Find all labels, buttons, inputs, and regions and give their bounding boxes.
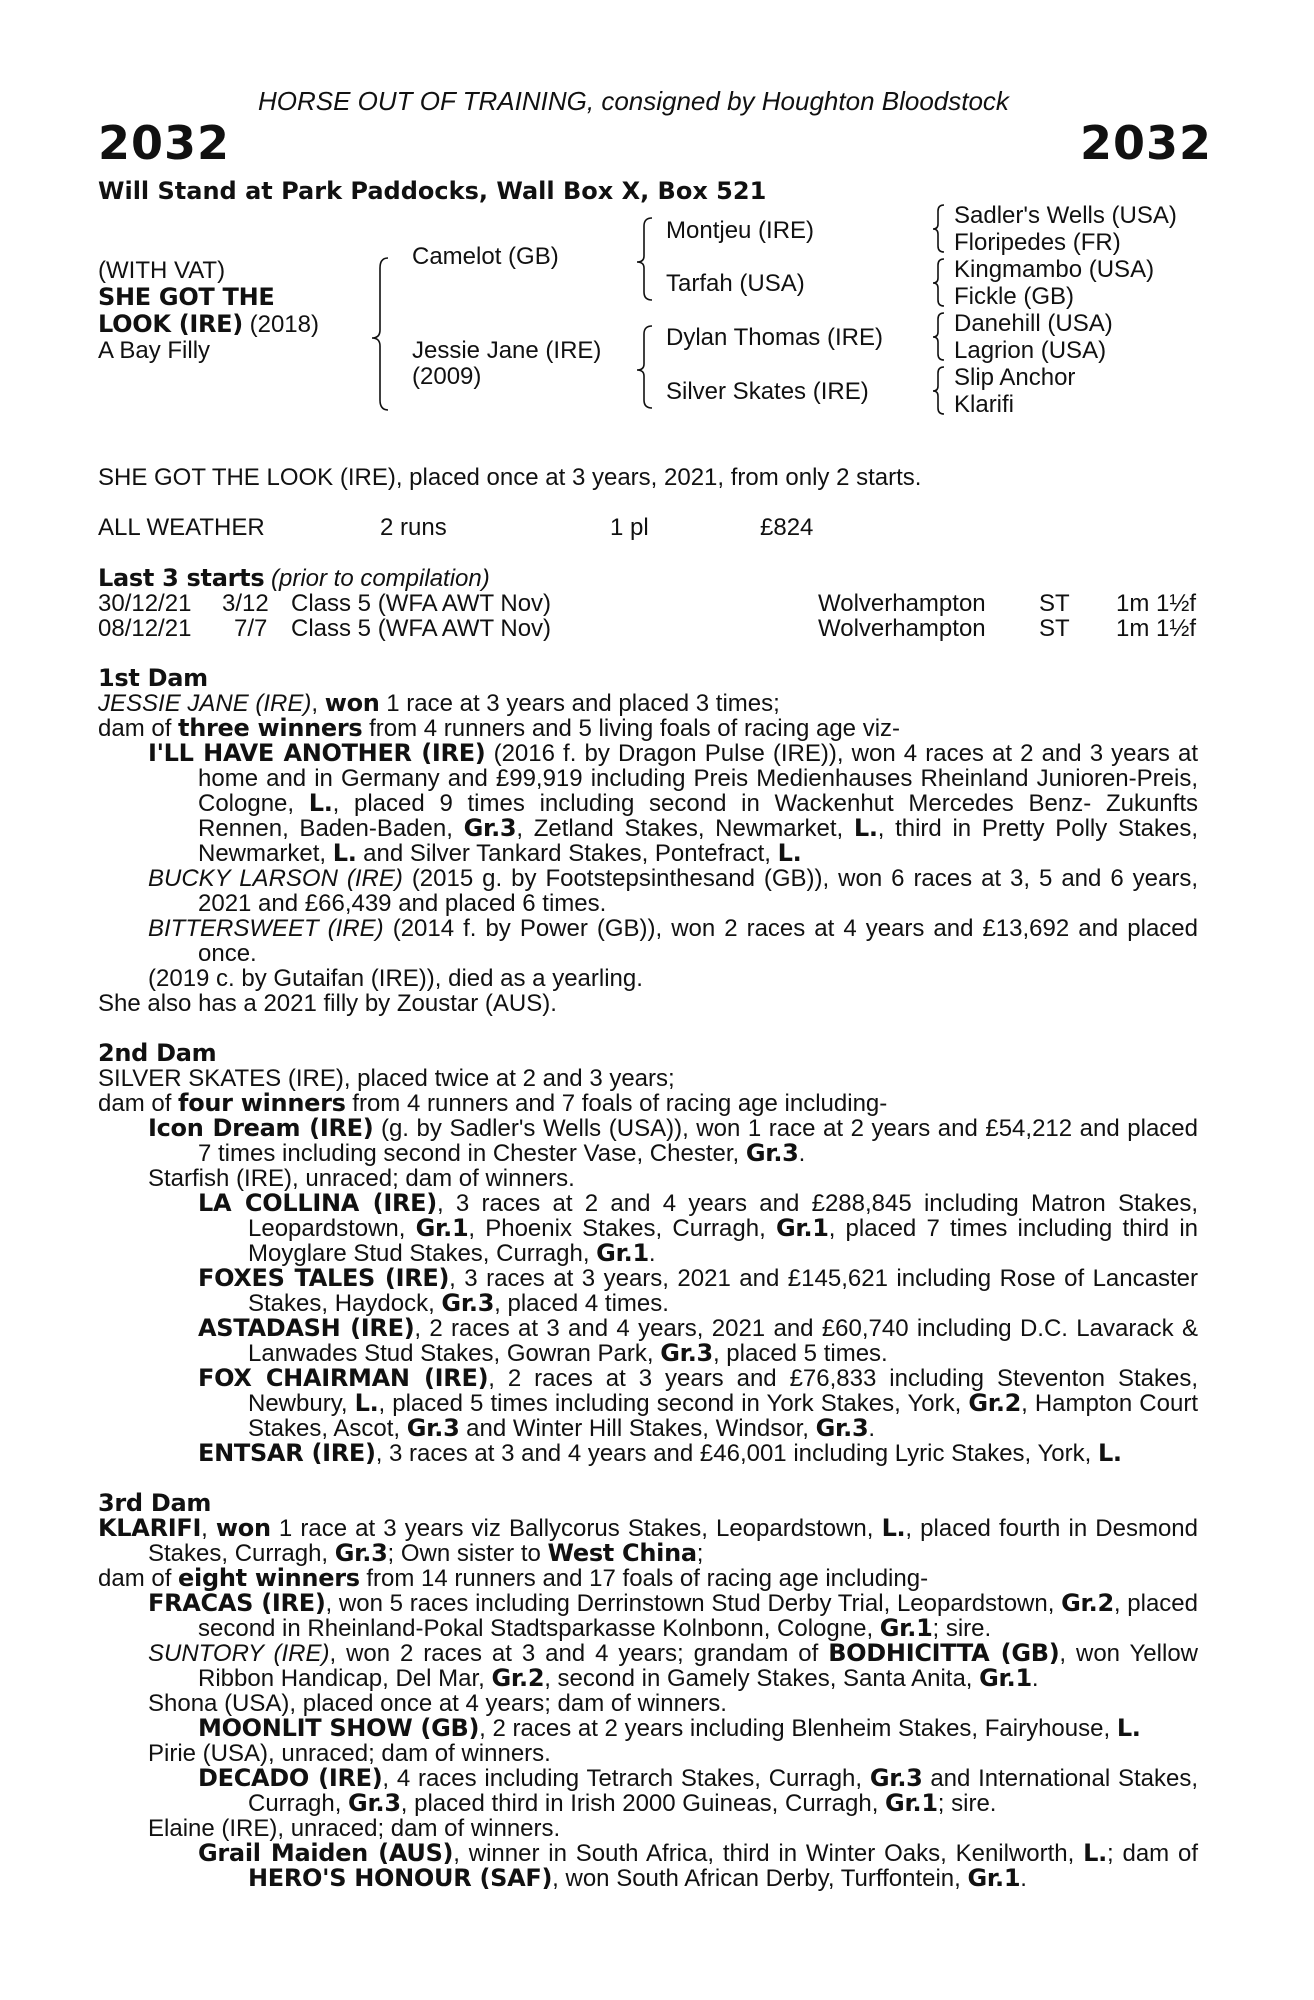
text-run: , placed 5 times including second in York Stakes, York,: [378, 1390, 969, 1417]
progeny-entry: [148, 1591, 1198, 1641]
bold-text: ENTSAR (IRE): [198, 1439, 376, 1467]
second-dam-heading: 2nd Dam: [98, 1039, 217, 1067]
bold-text: Icon Dream (IRE): [148, 1114, 374, 1142]
italic-text: BUCKY LARSON (IRE): [148, 865, 403, 892]
text-run: (2019 c. by Gutaifan (IRE)), died as a yearling.: [148, 965, 643, 992]
record-earnings: £824: [760, 514, 814, 541]
text-run: , Phoenix Stakes, Curragh,: [468, 1215, 776, 1242]
start-distance: 1m 1½f: [1116, 590, 1197, 617]
start-date: 30/12/21: [98, 590, 192, 617]
text-run: , placed 5 times.: [712, 1340, 888, 1367]
text-run: , placed second in Rheinland-Pokal Stadtsparkasse Kolnbonn, Cologne,: [198, 1590, 1198, 1642]
grandprogeny-entry: [198, 1366, 1198, 1441]
progeny-entry: [148, 1816, 1198, 1841]
bold-text: FOX CHAIRMAN (IRE): [198, 1364, 489, 1392]
text-run: and Winter Hill Stakes, Windsor,: [459, 1415, 816, 1442]
text-run: (2016 f. by Dragon Pulse (IRE)), won 4 races at 2 and 3 years at home and in Germany and £99,919 including Preis Medienhauses Rheinland Junioren-Preis, Cologne,: [198, 740, 1198, 817]
text-run: and International Stakes, Curragh,: [248, 1765, 1199, 1817]
text-run: , placed 9 times including second in Wackenhut Mercedes Benz- Zukunfts Rennen, Baden-Baden,: [198, 790, 1198, 842]
bold-text: Gr.1: [415, 1214, 469, 1242]
progeny-entry: [148, 1116, 1198, 1166]
start-course: Wolverhampton: [818, 590, 986, 617]
text-run: from 4 runners and 5 living foals of racing age viz-: [362, 715, 901, 742]
ancestor-g3-6: Lagrion (USA): [954, 337, 1107, 364]
text-run: , 2 races at 2 years including Blenheim Stakes, Fairyhouse,: [479, 1715, 1117, 1742]
horse-name-line2-wrap: [98, 311, 319, 338]
third-dam-entry: [98, 1566, 1198, 1591]
text-run: , won 5 races including Derrinstown Stud Derby Trial, Leopardstown,: [325, 1590, 1062, 1617]
start-position: 3/12: [222, 590, 269, 617]
bold-text: West China: [547, 1539, 697, 1567]
text-run: , 3 races at 3 and 4 years and £46,001 including Lyric Stakes, York,: [375, 1440, 1098, 1467]
bold-text: L.: [308, 789, 333, 817]
consignment-line: HORSE OUT OF TRAINING, consigned by Houghton Bloodstock: [258, 86, 1009, 116]
sire: Camelot (GB): [412, 243, 559, 270]
ancestor-g3-4: Fickle (GB): [954, 283, 1074, 310]
italic-text: SUNTORY (IRE): [148, 1640, 330, 1667]
text-run: Elaine (IRE), unraced; dam of winners.: [148, 1815, 561, 1842]
bold-text: LA COLLINA (IRE): [198, 1189, 437, 1217]
start-date: 08/12/21: [98, 615, 192, 642]
bold-text: four winners: [178, 1089, 346, 1117]
first-dam-heading: 1st Dam: [98, 664, 208, 692]
bold-text: L.: [354, 1389, 379, 1417]
text-run: (2015 g. by Footstepsinthesand (GB)), won 6 races at 3, 5 and 6 years, 2021 and £66,439 and placed 6 times.: [198, 865, 1198, 917]
text-run: , second in Gamely Stakes, Santa Anita,: [544, 1665, 980, 1692]
bold-text: L.: [853, 814, 878, 842]
first-dam-closing: She also has a 2021 filly by Zoustar (AUS).: [98, 990, 557, 1017]
record-surface: ALL WEATHER: [98, 514, 265, 541]
bold-text: Gr.3: [815, 1414, 869, 1442]
bold-text: MOONLIT SHOW (GB): [198, 1714, 480, 1742]
bold-text: Gr.1: [967, 1864, 1021, 1892]
bold-text: Gr.3: [869, 1764, 923, 1792]
horse-year: (2018): [242, 311, 319, 338]
bold-text: L.: [332, 839, 357, 867]
ancestor-g3-2: Floripedes (FR): [954, 229, 1121, 256]
bold-text: L.: [881, 1514, 906, 1542]
text-run: .: [1020, 1865, 1027, 1892]
text-run: 1 race at 3 years and placed 3 times;: [379, 690, 780, 717]
text-run: (2014 f. by Power (GB)), won 2 races at 4 years and £13,692 and placed once.: [198, 915, 1198, 967]
bold-text: Gr.3: [348, 1789, 401, 1817]
text-run: , 4 races including Tetrarch Stakes, Curragh,: [382, 1765, 870, 1792]
ancestor-g3-3: Kingmambo (USA): [954, 256, 1155, 283]
table-row: [0, 591, 1314, 616]
bold-text: Gr.3: [463, 814, 517, 842]
bold-text: won: [215, 1514, 271, 1542]
start-race: Class 5 (WFA AWT Nov): [291, 615, 552, 642]
bold-text: FOXES TALES (IRE): [198, 1264, 450, 1292]
text-run: , 3 races at 2 and 4 years and £288,845 including Matron Stakes, Leopardstown,: [248, 1190, 1198, 1242]
text-run: ,: [311, 690, 325, 717]
text-run: Starfish (IRE), unraced; dam of winners.: [148, 1165, 575, 1192]
grandprogeny-entry: [198, 1266, 1198, 1316]
bold-text: Gr.1: [885, 1789, 938, 1817]
bracket-g3-2: [933, 259, 944, 306]
text-run: ; sire.: [932, 1615, 992, 1642]
text-run: .: [648, 1240, 656, 1267]
bold-text: L.: [1116, 1714, 1141, 1742]
bold-text: BODHICITTA (GB): [828, 1639, 1060, 1667]
text-run: , 2 races at 3 years and £76,833 including Steventon Stakes, Newbury,: [248, 1365, 1198, 1417]
italic-text: JESSIE JANE (IRE): [98, 690, 312, 717]
progeny-entry: [148, 916, 1198, 966]
start-distance: 1m 1½f: [1116, 615, 1197, 642]
third-dam-entry: [98, 1516, 1198, 1566]
text-run: SILVER SKATES (IRE), placed twice at 2 and 3 years;: [98, 1065, 675, 1092]
bold-text: I'LL HAVE ANOTHER (IRE): [148, 739, 486, 767]
text-run: , placed fourth in Desmond Stakes, Curragh,: [148, 1515, 1199, 1567]
grandprogeny-entry: [198, 1766, 1198, 1816]
bold-text: Gr.3: [745, 1139, 799, 1167]
first-dam-section: [98, 691, 1198, 1016]
progeny-entry: [148, 866, 1198, 916]
text-run: dam of: [98, 1565, 179, 1592]
text-run: , 3 races at 3 years, 2021 and £145,621 including Rose of Lancaster Stakes, Haydock,: [248, 1265, 1198, 1317]
text-run: , 2 races at 3 and 4 years, 2021 and £60,740 including D.C. Lavarack & Lanwades Stud Stakes, Gowran Park,: [248, 1315, 1198, 1367]
bold-text: Grail Maiden (AUS): [198, 1839, 454, 1867]
ancestor-g3-7: Slip Anchor: [954, 364, 1076, 391]
bold-text: Gr.1: [879, 1614, 933, 1642]
text-run: from 14 runners and 17 foals of racing age including-: [359, 1565, 929, 1592]
last-starts-heading: [98, 566, 490, 591]
start-course: Wolverhampton: [818, 615, 986, 642]
bold-text: Gr.2: [1061, 1589, 1114, 1617]
start-going: ST: [1039, 615, 1070, 642]
dam: Jessie Jane (IRE): [412, 337, 602, 364]
bold-text: FRACAS (IRE): [148, 1589, 326, 1617]
horse-vat: (WITH VAT): [98, 257, 226, 284]
text-run: , won 2 races at 3 and 4 years; grandam of: [329, 1640, 829, 1667]
horse-name-line2: LOOK (IRE): [98, 310, 243, 338]
bold-text: Gr.1: [979, 1664, 1032, 1692]
horse-name-line1: SHE GOT THE: [98, 283, 275, 311]
last-starts-note: (prior to compilation): [264, 565, 490, 592]
text-run: , third in Pretty Polly Stakes, Newmarket,: [198, 815, 1198, 867]
race-summary: SHE GOT THE LOOK (IRE), placed once at 3 years, 2021, from only 2 starts.: [98, 464, 922, 491]
bold-text: HERO'S HONOUR (SAF): [248, 1864, 553, 1892]
bold-text: eight winners: [178, 1564, 360, 1592]
bold-text: L.: [1097, 1439, 1122, 1467]
text-run: .: [1031, 1665, 1039, 1692]
text-run: ;: [696, 1540, 704, 1567]
bold-text: Gr.3: [660, 1339, 713, 1367]
text-run: , placed 4 times.: [494, 1290, 669, 1317]
second-dam-line: [98, 1066, 1198, 1091]
text-run: ; Own sister to: [387, 1540, 548, 1567]
text-run: , won Yellow Ribbon Handicap, Del Mar,: [198, 1640, 1198, 1692]
lot-number-left: 2032: [98, 116, 231, 170]
progeny-entry: [148, 966, 1198, 991]
bold-text: KLARIFI: [98, 1514, 202, 1542]
record-placed: 1 pl: [610, 514, 649, 541]
ancestor-g3-8: Klarifi: [954, 391, 1015, 418]
grandprogeny-entry: [198, 1191, 1198, 1266]
text-run: , placed 7 times including third in Moyglare Stud Stakes, Curragh,: [248, 1215, 1199, 1267]
ancestor-g3-5: Danehill (USA): [954, 310, 1113, 337]
text-run: .: [798, 1140, 806, 1167]
text-run: , placed third in Irish 2000 Guineas, Curragh,: [400, 1790, 886, 1817]
bold-text: DECADO (IRE): [198, 1764, 383, 1792]
first-dam-line: [98, 716, 1198, 741]
text-run: from 4 runners and 7 foals of racing age including-: [345, 1090, 888, 1117]
dam-sire: Dylan Thomas (IRE): [666, 324, 883, 351]
text-run: 1 race at 3 years viz Ballycorus Stakes, Leopardstown,: [270, 1515, 882, 1542]
dam-year: (2009): [412, 363, 482, 390]
second-dam-line: [98, 1091, 1198, 1116]
bold-text: three winners: [178, 714, 363, 742]
text-run: , Zetland Stakes, Newmarket,: [516, 815, 854, 842]
progeny-entry: [148, 1691, 1198, 1716]
grandprogeny-entry: [198, 1316, 1198, 1366]
last-starts-title: Last 3 starts: [98, 564, 265, 592]
ancestor-g3-1: Sadler's Wells (USA): [954, 202, 1177, 229]
sire-sire: Montjeu (IRE): [666, 217, 815, 244]
record-runs: 2 runs: [380, 514, 447, 541]
bold-text: Gr.2: [491, 1664, 545, 1692]
bracket-dam: [637, 326, 652, 408]
start-race: Class 5 (WFA AWT Nov): [291, 590, 552, 617]
grandprogeny-entry: [198, 1441, 1198, 1466]
text-run: dam of: [98, 715, 179, 742]
second-dam-section: [98, 1066, 1198, 1466]
bold-text: Gr.2: [968, 1389, 1022, 1417]
bold-text: Gr.1: [775, 1214, 829, 1242]
text-run: , won South African Derby, Turffontein,: [552, 1865, 968, 1892]
horse-description: A Bay Filly: [98, 337, 211, 364]
bracket-g3-4: [933, 367, 944, 414]
bracket-main: [372, 258, 388, 410]
bracket-g3-3: [933, 313, 944, 360]
text-run: ; dam of: [1106, 1840, 1199, 1867]
bold-text: Gr.1: [596, 1239, 649, 1267]
stand-location: Will Stand at Park Paddocks, Wall Box X, Box 521: [98, 177, 767, 205]
text-run: Pirie (USA), unraced; dam of winners.: [148, 1740, 551, 1767]
text-run: .: [868, 1415, 876, 1442]
progeny-entry: [148, 1741, 1198, 1766]
grandprogeny-entry: [198, 1716, 1198, 1741]
start-going: ST: [1039, 590, 1070, 617]
lot-number-right: 2032: [1080, 116, 1213, 170]
third-dam-heading: 3rd Dam: [98, 1489, 212, 1517]
bold-text: L.: [777, 839, 802, 867]
first-dam-line: [98, 691, 1198, 716]
bold-text: Gr.3: [334, 1539, 388, 1567]
sire-dam: Tarfah (USA): [666, 270, 805, 297]
text-run: ,: [201, 1515, 216, 1542]
text-run: (g. by Sadler's Wells (USA)), won 1 race at 2 years and £54,212 and placed 7 times including second in Chester Vase, Chester,: [198, 1115, 1198, 1167]
progeny-entry: [148, 741, 1198, 866]
bold-text: Gr.3: [441, 1289, 495, 1317]
grandprogeny-entry: [198, 1841, 1198, 1891]
text-run: , winner in South Africa, third in Winter Oaks, Kenilworth,: [453, 1840, 1084, 1867]
progeny-entry: [148, 1166, 1198, 1191]
bracket-sire: [637, 218, 652, 300]
italic-text: BITTERSWEET (IRE): [148, 915, 384, 942]
bold-text: won: [324, 689, 380, 717]
bold-text: L.: [1083, 1839, 1107, 1867]
text-run: dam of: [98, 1090, 179, 1117]
bracket-g3-1: [933, 205, 944, 252]
table-row: [0, 616, 1314, 641]
start-position: 7/7: [234, 615, 268, 642]
bold-text: ASTADASH (IRE): [198, 1314, 415, 1342]
text-run: and Silver Tankard Stakes, Pontefract,: [356, 840, 778, 867]
bold-text: Gr.3: [406, 1414, 460, 1442]
dam-dam: Silver Skates (IRE): [666, 378, 869, 405]
third-dam-section: [98, 1516, 1198, 1891]
text-run: Shona (USA), placed once at 4 years; dam of winners.: [148, 1690, 727, 1717]
progeny-entry: [148, 1641, 1198, 1691]
text-run: ; sire.: [937, 1790, 997, 1817]
text-run: , Hampton Court Stakes, Ascot,: [248, 1390, 1198, 1442]
